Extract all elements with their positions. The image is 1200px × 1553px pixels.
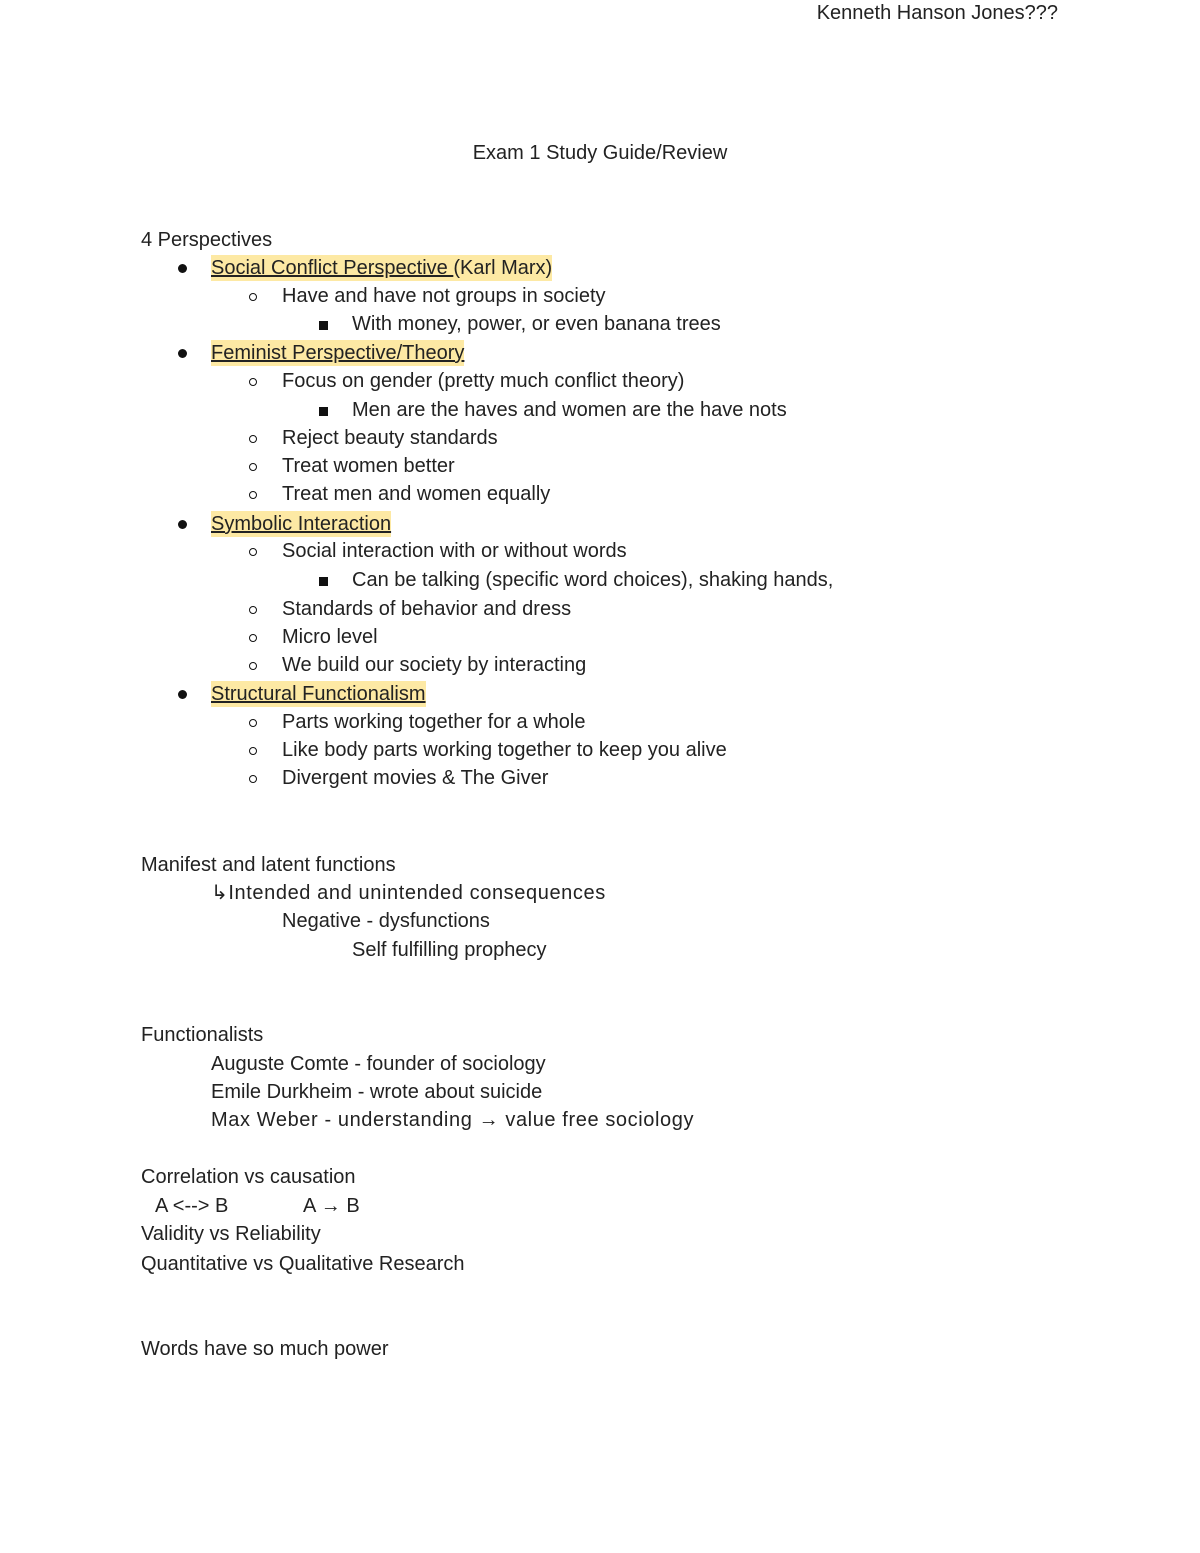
perspective-structural-functionalism: Structural Functionalism <box>211 683 426 705</box>
functionalist-comte: Auguste Comte - founder of sociology <box>211 1053 546 1075</box>
correlation-heading: Correlation vs causation <box>141 1166 356 1188</box>
list-item: Parts working together for a whole <box>282 711 586 733</box>
bullet-square-icon <box>319 407 328 416</box>
bullet-circle-icon <box>249 435 257 443</box>
list-item: Standards of behavior and dress <box>282 598 572 620</box>
perspective-feminist: Feminist Perspective/Theory <box>211 342 465 364</box>
validity-line: Validity vs Reliability <box>141 1223 321 1245</box>
list-item: Can be talking (specific word choices), shaking hands, <box>352 569 834 591</box>
bullet-circle-icon <box>249 747 257 755</box>
header-author: Kenneth Hanson Jones??? <box>816 2 1058 24</box>
bullet-circle-icon <box>249 491 257 499</box>
bullet-circle-icon <box>249 293 257 301</box>
list-item: Men are the haves and women are the have nots <box>352 399 787 421</box>
bullet-circle-icon <box>249 719 257 727</box>
manifest-line-intended: ↳Intended and unintended consequences <box>211 882 606 904</box>
list-item: Social interaction with or without words <box>282 540 627 562</box>
bullet-circle-icon <box>249 606 257 614</box>
list-item: Micro level <box>282 626 378 648</box>
bullet-circle-icon <box>249 775 257 783</box>
social-conflict-suffix: (Karl Marx) <box>453 257 553 279</box>
manifest-line-negative: Negative - dysfunctions <box>282 910 490 932</box>
correlation-symbol: A <--> B <box>155 1195 229 1217</box>
list-item: Have and have not groups in society <box>282 285 606 307</box>
research-line: Quantitative vs Qualitative Research <box>141 1253 465 1275</box>
list-item: Divergent movies & The Giver <box>282 767 549 789</box>
bullet-circle-icon <box>249 463 257 471</box>
bullet-circle-icon <box>249 548 257 556</box>
social-conflict-label: Social Conflict Perspective <box>211 257 454 279</box>
bullet-circle-icon <box>249 662 257 670</box>
list-item: Reject beauty standards <box>282 427 498 449</box>
perspectives-heading: 4 Perspectives <box>141 229 273 251</box>
list-item: Like body parts working together to keep you alive <box>282 739 727 761</box>
perspective-social-conflict <box>211 255 552 281</box>
bullet-disc-icon <box>178 349 187 358</box>
functionalists-heading: Functionalists <box>141 1024 264 1046</box>
bullet-circle-icon <box>249 378 257 386</box>
functionalist-weber: Max Weber - understanding → value free sociology <box>211 1109 695 1131</box>
bullet-square-icon <box>319 577 328 586</box>
causation-symbol: A → B <box>303 1195 360 1217</box>
list-item: We build our society by interacting <box>282 654 587 676</box>
document-title: Exam 1 Study Guide/Review <box>472 142 728 164</box>
bullet-disc-icon <box>178 520 187 529</box>
bullet-disc-icon <box>178 690 187 699</box>
functionalist-durkheim: Emile Durkheim - wrote about suicide <box>211 1081 543 1103</box>
bullet-disc-icon <box>178 264 187 273</box>
bullet-square-icon <box>319 321 328 330</box>
perspective-symbolic-interaction: Symbolic Interaction <box>211 513 392 535</box>
list-item: Treat men and women equally <box>282 483 551 505</box>
manifest-heading: Manifest and latent functions <box>141 854 396 876</box>
bullet-circle-icon <box>249 634 257 642</box>
manifest-line-prophecy: Self fulfilling prophecy <box>352 939 547 961</box>
list-item: With money, power, or even banana trees <box>352 313 721 335</box>
list-item: Focus on gender (pretty much conflict theory) <box>282 370 685 392</box>
list-item: Treat women better <box>282 455 455 477</box>
closing-line: Words have so much power <box>141 1338 389 1360</box>
